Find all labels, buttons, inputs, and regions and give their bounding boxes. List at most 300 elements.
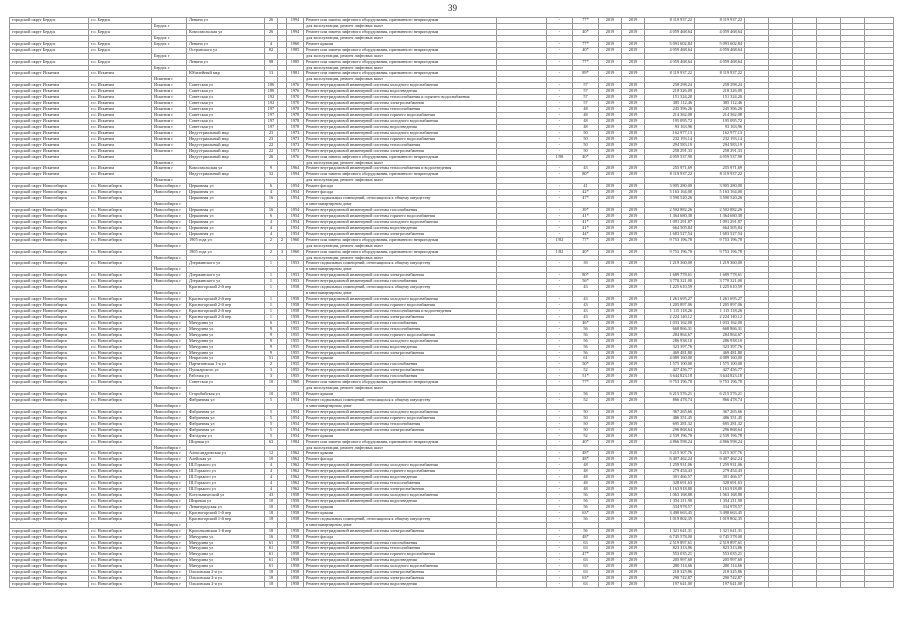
table-cell: 1958 [287, 534, 304, 540]
table-cell: 1976 [287, 154, 304, 160]
table-cell: 553 035,21 [645, 552, 695, 558]
table-cell: - [547, 225, 573, 231]
table-cell: Шорная ул [187, 439, 265, 445]
table-cell: 1 689 778,61 [695, 273, 745, 279]
table-cell: г.о. Новосибирск [89, 528, 152, 534]
table-cell: для эксплуатации, ремонт лифтовых шахт [304, 23, 497, 29]
table-cell: 2019 [599, 136, 622, 142]
table-cell: 93 163,96 [695, 124, 745, 130]
table-cell: Мичурина ул [187, 320, 265, 326]
table-cell [278, 582, 287, 588]
table-cell: Ремонт внутридомовой инженерной системы холодного водоснабжения [304, 409, 497, 415]
table-cell: Ремонт фасада [304, 190, 497, 196]
table-cell: Ремонт или замена лифтового оборудования, признанного непригодным [304, 380, 497, 386]
table-cell: 2019 [622, 101, 645, 107]
table-cell: - [547, 59, 573, 65]
empty-cell [769, 582, 793, 588]
table-cell: городской округ Новосибирск [10, 564, 89, 570]
table-cell: 1958 [287, 570, 304, 576]
table-cell: 255 971,69 [695, 166, 745, 172]
table-cell: Ремонт внутридомовой инженерной системы водоотведения [304, 124, 497, 130]
table-cell: - [547, 344, 573, 350]
table-cell: 3 770 321,00 [695, 279, 745, 285]
table-cell: Искитим г [152, 148, 187, 154]
table-cell: городской округ Новосибирск [10, 326, 89, 332]
table-cell: 1970 [287, 101, 304, 107]
table-cell: 56 [573, 392, 599, 398]
table-cell: Ремонт подвальных помещений, относящихся к общему имуществу [304, 516, 497, 522]
table-cell: 2019 [622, 516, 645, 522]
table-cell: городской округ Новосибирск [10, 493, 89, 499]
table-cell: - [547, 433, 573, 439]
table-cell: Ремонт внутридомовой инженерной системы водоотведения [304, 344, 497, 350]
table-cell: 9 753 196,78 [645, 249, 695, 255]
table-cell: 1960 [287, 41, 304, 47]
table-cell: 40* [573, 154, 599, 160]
table-cell: 82 [265, 47, 278, 53]
table-cell: 290 742,87 [695, 576, 745, 582]
table-cell: 1973 [287, 130, 304, 136]
table-cell: 2019 [599, 540, 622, 546]
table-cell: Ш.Горького ул [187, 469, 265, 475]
table-cell: 290 742,87 [645, 576, 695, 582]
table-cell: 1954 [287, 427, 304, 433]
table-cell: 22 [265, 148, 278, 154]
table-cell: г.о. Новосибирск [89, 196, 152, 202]
table-cell: Ремонт подвальных помещений, относящихся к общему имуществу [304, 261, 497, 267]
table-cell: городской округ Новосибирск [10, 261, 89, 267]
table-cell: Ремонт крыши [304, 41, 497, 47]
table-cell: 6 [265, 184, 278, 190]
table-cell: 56* [573, 279, 599, 285]
table-cell: 57 [573, 83, 599, 89]
table-cell: городской округ Искитим [10, 101, 89, 107]
table-cell: Ш.Горького ул [187, 475, 265, 481]
table-cell: Искитим г [152, 160, 187, 166]
table-cell: городской округ Искитим [10, 124, 89, 130]
table-cell: 18 [265, 516, 278, 522]
table-cell: 553 035,21 [695, 552, 745, 558]
table-cell: 279 454,43 [695, 469, 745, 475]
table-cell: г.о. Новосибирск [89, 457, 152, 463]
table-cell: 1960 [287, 249, 304, 255]
table-cell: 43 [573, 285, 599, 291]
table-cell: 50 [573, 130, 599, 136]
table-cell: Ольховская 2-я ул [187, 582, 265, 588]
table-cell: 2019 [622, 332, 645, 338]
table-cell: 2019 [599, 285, 622, 291]
table-cell: Ремонт внутридомовой инженерной системы электроснабжения [304, 314, 497, 320]
table-cell: Новосибирск г [152, 243, 187, 249]
table-cell: 1958 [287, 528, 304, 534]
table-cell: 2019 [599, 374, 622, 380]
table-cell: 2019 [599, 107, 622, 113]
table-cell: 866 478,74 [695, 398, 745, 404]
table-cell: Новосибирск г [152, 540, 187, 546]
table-cell: г.о. Искитим [89, 101, 152, 107]
table-cell: Ремонт или замена лифтового оборудования, признанного непригодным [304, 47, 497, 53]
table-cell: 40* [573, 29, 599, 35]
table-cell: Новосибирск г [152, 475, 187, 481]
table-cell: г.о. Бердск [89, 47, 152, 53]
table-cell: 42* [573, 190, 599, 196]
table-cell: 2019 [599, 392, 622, 398]
table-cell: 9 [265, 350, 278, 356]
table-cell: 1984 [287, 439, 304, 445]
table-cell: Ремонт внутридомовой инженерной системы газоснабжения [304, 362, 497, 368]
table-cell: Индустриальный мкр [187, 148, 265, 154]
table-cell: городской округ Новосибирск [10, 504, 89, 510]
table-cell: - [547, 279, 573, 285]
table-cell: Ремонт подвальных помещений, относящихся к общему имуществу [304, 196, 497, 202]
table-cell: 1964 [287, 166, 304, 172]
table-cell: Александровская ул [187, 451, 265, 457]
table-cell: 57 [573, 95, 599, 101]
table-cell: 2019 [622, 285, 645, 291]
table-cell: - [547, 570, 573, 576]
table-cell: - [547, 362, 573, 368]
table-cell: 77* [573, 41, 599, 47]
table-cell: 301 466,57 [695, 475, 745, 481]
table-cell: - [547, 469, 573, 475]
table-cell: Новосибирск г [152, 362, 187, 368]
table-cell: - [547, 516, 573, 522]
table-cell: 1958 [287, 552, 304, 558]
table-cell: 3 905 280,00 [695, 184, 745, 190]
table-cell: 48* [573, 451, 599, 457]
table-cell: 43 [573, 314, 599, 320]
table-cell: Фабричная ул [187, 409, 265, 415]
table-cell: Новосибирск г [152, 415, 187, 421]
table-cell: городской округ Новосибирск [10, 196, 89, 202]
table-cell: г.о. Новосибирск [89, 314, 152, 320]
table-cell: городской округ Новосибирск [10, 338, 89, 344]
table-cell: Новосибирск г [152, 421, 187, 427]
table-cell: - [547, 196, 573, 202]
table-cell: 22 [265, 142, 278, 148]
table-cell: 469 481,80 [695, 350, 745, 356]
table-cell: 9 753 196,78 [645, 380, 695, 386]
table-cell: 2019 [622, 89, 645, 95]
table-cell: 385 112,46 [695, 101, 745, 107]
table-cell: 1 575 100,00 [695, 362, 745, 368]
table-cell: 41* [573, 213, 599, 219]
table-cell: Старобийская ул [187, 392, 265, 398]
table-cell: Советская ул [187, 118, 265, 124]
table-cell: Ремонт внутридомовой инженерной системы горячего водоснабжения [304, 113, 497, 119]
table-cell: 80* [573, 273, 599, 279]
table-cell: 695 281,32 [695, 421, 745, 427]
table-cell: Новосибирск г [152, 255, 187, 261]
table-cell: Искитим г [152, 89, 187, 95]
empty-cell [745, 582, 769, 588]
table-cell: 2019 [599, 29, 622, 35]
table-cell: 56 [573, 528, 599, 534]
table-cell: 2019 [622, 350, 645, 356]
table-cell: 2019 [599, 314, 622, 320]
table-cell: Новосибирск г [152, 570, 187, 576]
table-cell: Новосибирск г [152, 498, 187, 504]
table-cell: 1 321 641,31 [695, 528, 745, 534]
table-cell: Бердск г [152, 23, 187, 29]
table-cell: Комсомольская ул [187, 29, 265, 35]
table-cell: 1905 года ул [187, 237, 265, 243]
table-cell: г.о. Искитим [89, 154, 152, 160]
table-cell: 23 [265, 136, 278, 142]
table-cell: г.о. Новосибирск [89, 326, 152, 332]
table-cell: городской округ Новосибирск [10, 320, 89, 326]
table-cell: 2019 [622, 231, 645, 237]
table-cell: Широкая ул [187, 498, 265, 504]
table-cell: - [547, 190, 573, 196]
table-cell: 1953 [287, 273, 304, 279]
table-cell: 63 [573, 570, 599, 576]
table-cell: 2019 [622, 338, 645, 344]
table-cell: 258 298,24 [695, 83, 745, 89]
table-cell: 2019 [599, 113, 622, 119]
table-cell: 2019 [599, 18, 622, 24]
table-cell: 48* [573, 534, 599, 540]
table-cell: Новосибирск г [152, 463, 187, 469]
table-cell: 1960 [287, 237, 304, 243]
table-cell: г.о. Новосибирск [89, 362, 152, 368]
table-cell: 1958 [287, 297, 304, 303]
table-cell: 2019 [599, 481, 622, 487]
table-cell: Ремонт внутридомовой инженерной системы горячего водоснабжения [304, 213, 497, 219]
table-cell: 2019 [622, 190, 645, 196]
table-cell: 48 [573, 469, 599, 475]
table-cell: Ремонт или замена лифтового оборудования, признанного непригодным [304, 439, 497, 445]
table-cell: городской округ Новосибирск [10, 308, 89, 314]
table-cell: - [547, 380, 573, 386]
table-cell: г.о. Новосибирск [89, 498, 152, 504]
table-cell: Новосибирск г [152, 356, 187, 362]
table-cell: 1 689 778,61 [645, 273, 695, 279]
table-cell: 2019 [622, 208, 645, 214]
table-cell: Ремонт или замена лифтового оборудования, признанного непригодным [304, 59, 497, 65]
table-cell: 2019 [599, 130, 622, 136]
table-cell: - [547, 18, 573, 24]
table-cell: Ремонт внутридомовой инженерной системы холодного водоснабжения [304, 219, 497, 225]
table-cell: - [547, 451, 573, 457]
table-cell: 2019 [622, 249, 645, 255]
table-cell: Юбилейный мкр [187, 71, 265, 77]
table-cell: 214 362,08 [645, 113, 695, 119]
table-cell: г.о. Искитим [89, 95, 152, 101]
table-cell: Новосибирск г [152, 534, 187, 540]
table-cell: 48 [573, 463, 599, 469]
table-cell: 1 [265, 273, 278, 279]
table-cell: 47* [573, 552, 599, 558]
table-cell: 2019 [622, 344, 645, 350]
table-cell: в многоквартирном доме [304, 202, 497, 208]
table-cell: - [547, 285, 573, 291]
table-cell: Ремонт внутридомовой инженерной системы теплоснабжения и водоотведения [304, 166, 497, 172]
table-cell: 2019 [622, 558, 645, 564]
table-cell: 1 225 610,59 [645, 285, 695, 291]
table-cell: Индустриальный мкр [187, 142, 265, 148]
table-cell: 1962 [287, 457, 304, 463]
table-cell: 4 [265, 481, 278, 487]
table-cell: - [547, 392, 573, 398]
table-cell: 214 362,08 [695, 113, 745, 119]
table-cell: Новосибирск г [152, 582, 187, 588]
table-cell: 52 [573, 398, 599, 404]
table-cell: 1958 [287, 582, 304, 588]
table-cell: 2019 [599, 196, 622, 202]
table-cell: 197 641,00 [645, 582, 695, 588]
table-cell: 1954 [287, 213, 304, 219]
table-cell: - [547, 320, 573, 326]
table-cell: 2019 [622, 487, 645, 493]
table-cell: Новосибирск г [152, 279, 187, 285]
table-cell: 63 [573, 546, 599, 552]
table-cell: 1 019 802,35 [645, 516, 695, 522]
table-cell: Церковная ул [187, 213, 265, 219]
table-cell: 6 745 578,00 [695, 534, 745, 540]
table-cell: - [547, 421, 573, 427]
table-cell: Ремонт внутридомовой инженерной системы теплоснабжения [304, 326, 497, 332]
table-cell: 1955 [287, 338, 304, 344]
table-cell: - [547, 498, 573, 504]
table-cell: Ремонт крыши [304, 433, 497, 439]
table-cell: Ремонт внутридомовой инженерной системы электроснабжения [304, 273, 497, 279]
table-cell: 1960 [287, 380, 304, 386]
table-cell: Красногорский 1-й пер [187, 516, 265, 522]
table-cell: 50 [573, 136, 599, 142]
table-cell: 48 [573, 124, 599, 130]
capital-repair-table [9, 17, 894, 588]
table-cell: 1 354 211,90 [695, 498, 745, 504]
table-cell: 2 224 140,12 [645, 314, 695, 320]
table-cell: 286 938,10 [695, 338, 745, 344]
table-cell: 3 [265, 374, 278, 380]
table-cell: 3 [265, 368, 278, 374]
table-cell: 1 354 211,90 [645, 498, 695, 504]
table-cell: 39* [573, 208, 599, 214]
table-cell: 41* [573, 219, 599, 225]
table-cell: 56 [573, 516, 599, 522]
table-cell: 2019 [599, 261, 622, 267]
table-cell: 1958 [287, 504, 304, 510]
table-cell: г.о. Бердск [89, 41, 152, 47]
table-cell: городской округ Новосибирск [10, 463, 89, 469]
table-cell: Искитим г [152, 136, 187, 142]
table-cell: г.о. Новосибирск [89, 540, 152, 546]
table-cell: 427 456,77 [695, 368, 745, 374]
table-cell: - [547, 273, 573, 279]
table-body [10, 18, 894, 588]
table-cell: 3 905 280,00 [645, 184, 695, 190]
table-cell: 1958 [287, 493, 304, 499]
table-cell: - [547, 172, 573, 178]
table-cell: 9 [265, 332, 278, 338]
table-cell: Новосибирск г [152, 231, 187, 237]
table-cell: городской округ Новосибирск [10, 433, 89, 439]
table-cell: 258 291,33 [645, 148, 695, 154]
table-cell: г.о. Бердск [89, 29, 152, 35]
table-cell: Новосибирск г [152, 202, 187, 208]
table-cell: Красногорский 2-й пер [187, 314, 265, 320]
table-cell: - [547, 356, 573, 362]
table-cell: 1955 [287, 368, 304, 374]
table-cell: 2019 [622, 83, 645, 89]
table-cell: Ремонт внутридомовой инженерной системы холодного водоснабжения [304, 83, 497, 89]
table-cell: 41* [573, 225, 599, 231]
table-cell: Фабричная ул [187, 398, 265, 404]
table-cell: 2019 [599, 576, 622, 582]
table-cell: 4 089 160,00 [645, 356, 695, 362]
table-cell: 4 [265, 231, 278, 237]
table-cell: Новосибирск г [152, 314, 187, 320]
table-cell: 1 [265, 314, 278, 320]
table-cell: 8 119 937,22 [645, 172, 695, 178]
table-cell: 1954 [287, 433, 304, 439]
table-cell: Ремонт или замена лифтового оборудования, признанного непригодным [304, 237, 497, 243]
table-cell: 2019 [599, 421, 622, 427]
table-cell: 1 219 360,00 [695, 261, 745, 267]
table-cell: 2019 [622, 552, 645, 558]
table-cell: Советская ул [187, 89, 265, 95]
table-cell: 98 [265, 59, 278, 65]
table-cell: Новосибирск г [152, 528, 187, 534]
table-cell: 2019 [622, 219, 645, 225]
table-cell: г.о. Новосибирск [89, 546, 152, 552]
table-cell: городской округ Новосибирск [10, 350, 89, 356]
table-cell: 6 407 462,24 [645, 457, 695, 463]
table-cell: г.о. Новосибирск [89, 356, 152, 362]
table-cell: 4 059 468,64 [695, 47, 745, 53]
table-cell: Фабричная ул [187, 421, 265, 427]
table-cell: - [547, 148, 573, 154]
table-cell: - [547, 130, 573, 136]
table-cell: 2019 [599, 528, 622, 534]
table-cell: Ремонт внутридомовой инженерной системы газоснабжения [304, 279, 497, 285]
table-cell: 2019 [622, 107, 645, 113]
table-cell: Бердск г [152, 41, 187, 47]
table-cell: Советская ул [187, 95, 265, 101]
table-cell: 1955 [287, 344, 304, 350]
table-cell: 1 163 918,80 [695, 487, 745, 493]
table-cell: - [547, 558, 573, 564]
table-cell: Ремонт внутридомовой инженерной системы электроснабжения [304, 528, 497, 534]
table-cell: 427 456,77 [645, 368, 695, 374]
table-cell: 4 059 468,64 [645, 59, 695, 65]
table-cell: 10 [265, 498, 278, 504]
table-cell: Новосибирск г [152, 291, 187, 297]
table-cell: 4 059 468,64 [695, 59, 745, 65]
table-cell: городской округ Новосибирск [10, 469, 89, 475]
table-cell: - [547, 463, 573, 469]
table-cell: 197 [265, 107, 278, 113]
table-cell: 48 [573, 113, 599, 119]
table-cell: Мичурина ул [187, 344, 265, 350]
table-cell: 56 [573, 332, 599, 338]
table-cell: Ремонт внутридомовой инженерной системы горячего водоснабжения [304, 303, 497, 309]
table-cell: 255 971,69 [645, 166, 695, 172]
table-cell: - [547, 415, 573, 421]
table-cell: Ремонт внутридомовой инженерной системы водоотведения [304, 498, 497, 504]
table-cell: г.о. Новосибирск [89, 344, 152, 350]
table-cell: городской округ Новосибирск [10, 208, 89, 214]
table-cell: городской округ Новосибирск [10, 380, 89, 386]
table-cell: 2 [265, 237, 278, 243]
table-cell: 3 590 520,26 [645, 196, 695, 202]
table-cell: 3 [278, 249, 287, 255]
table-cell: 5 163 164,00 [695, 190, 745, 196]
table-cell: Ремонт фасада [304, 457, 497, 463]
table-cell: городской округ Искитим [10, 130, 89, 136]
